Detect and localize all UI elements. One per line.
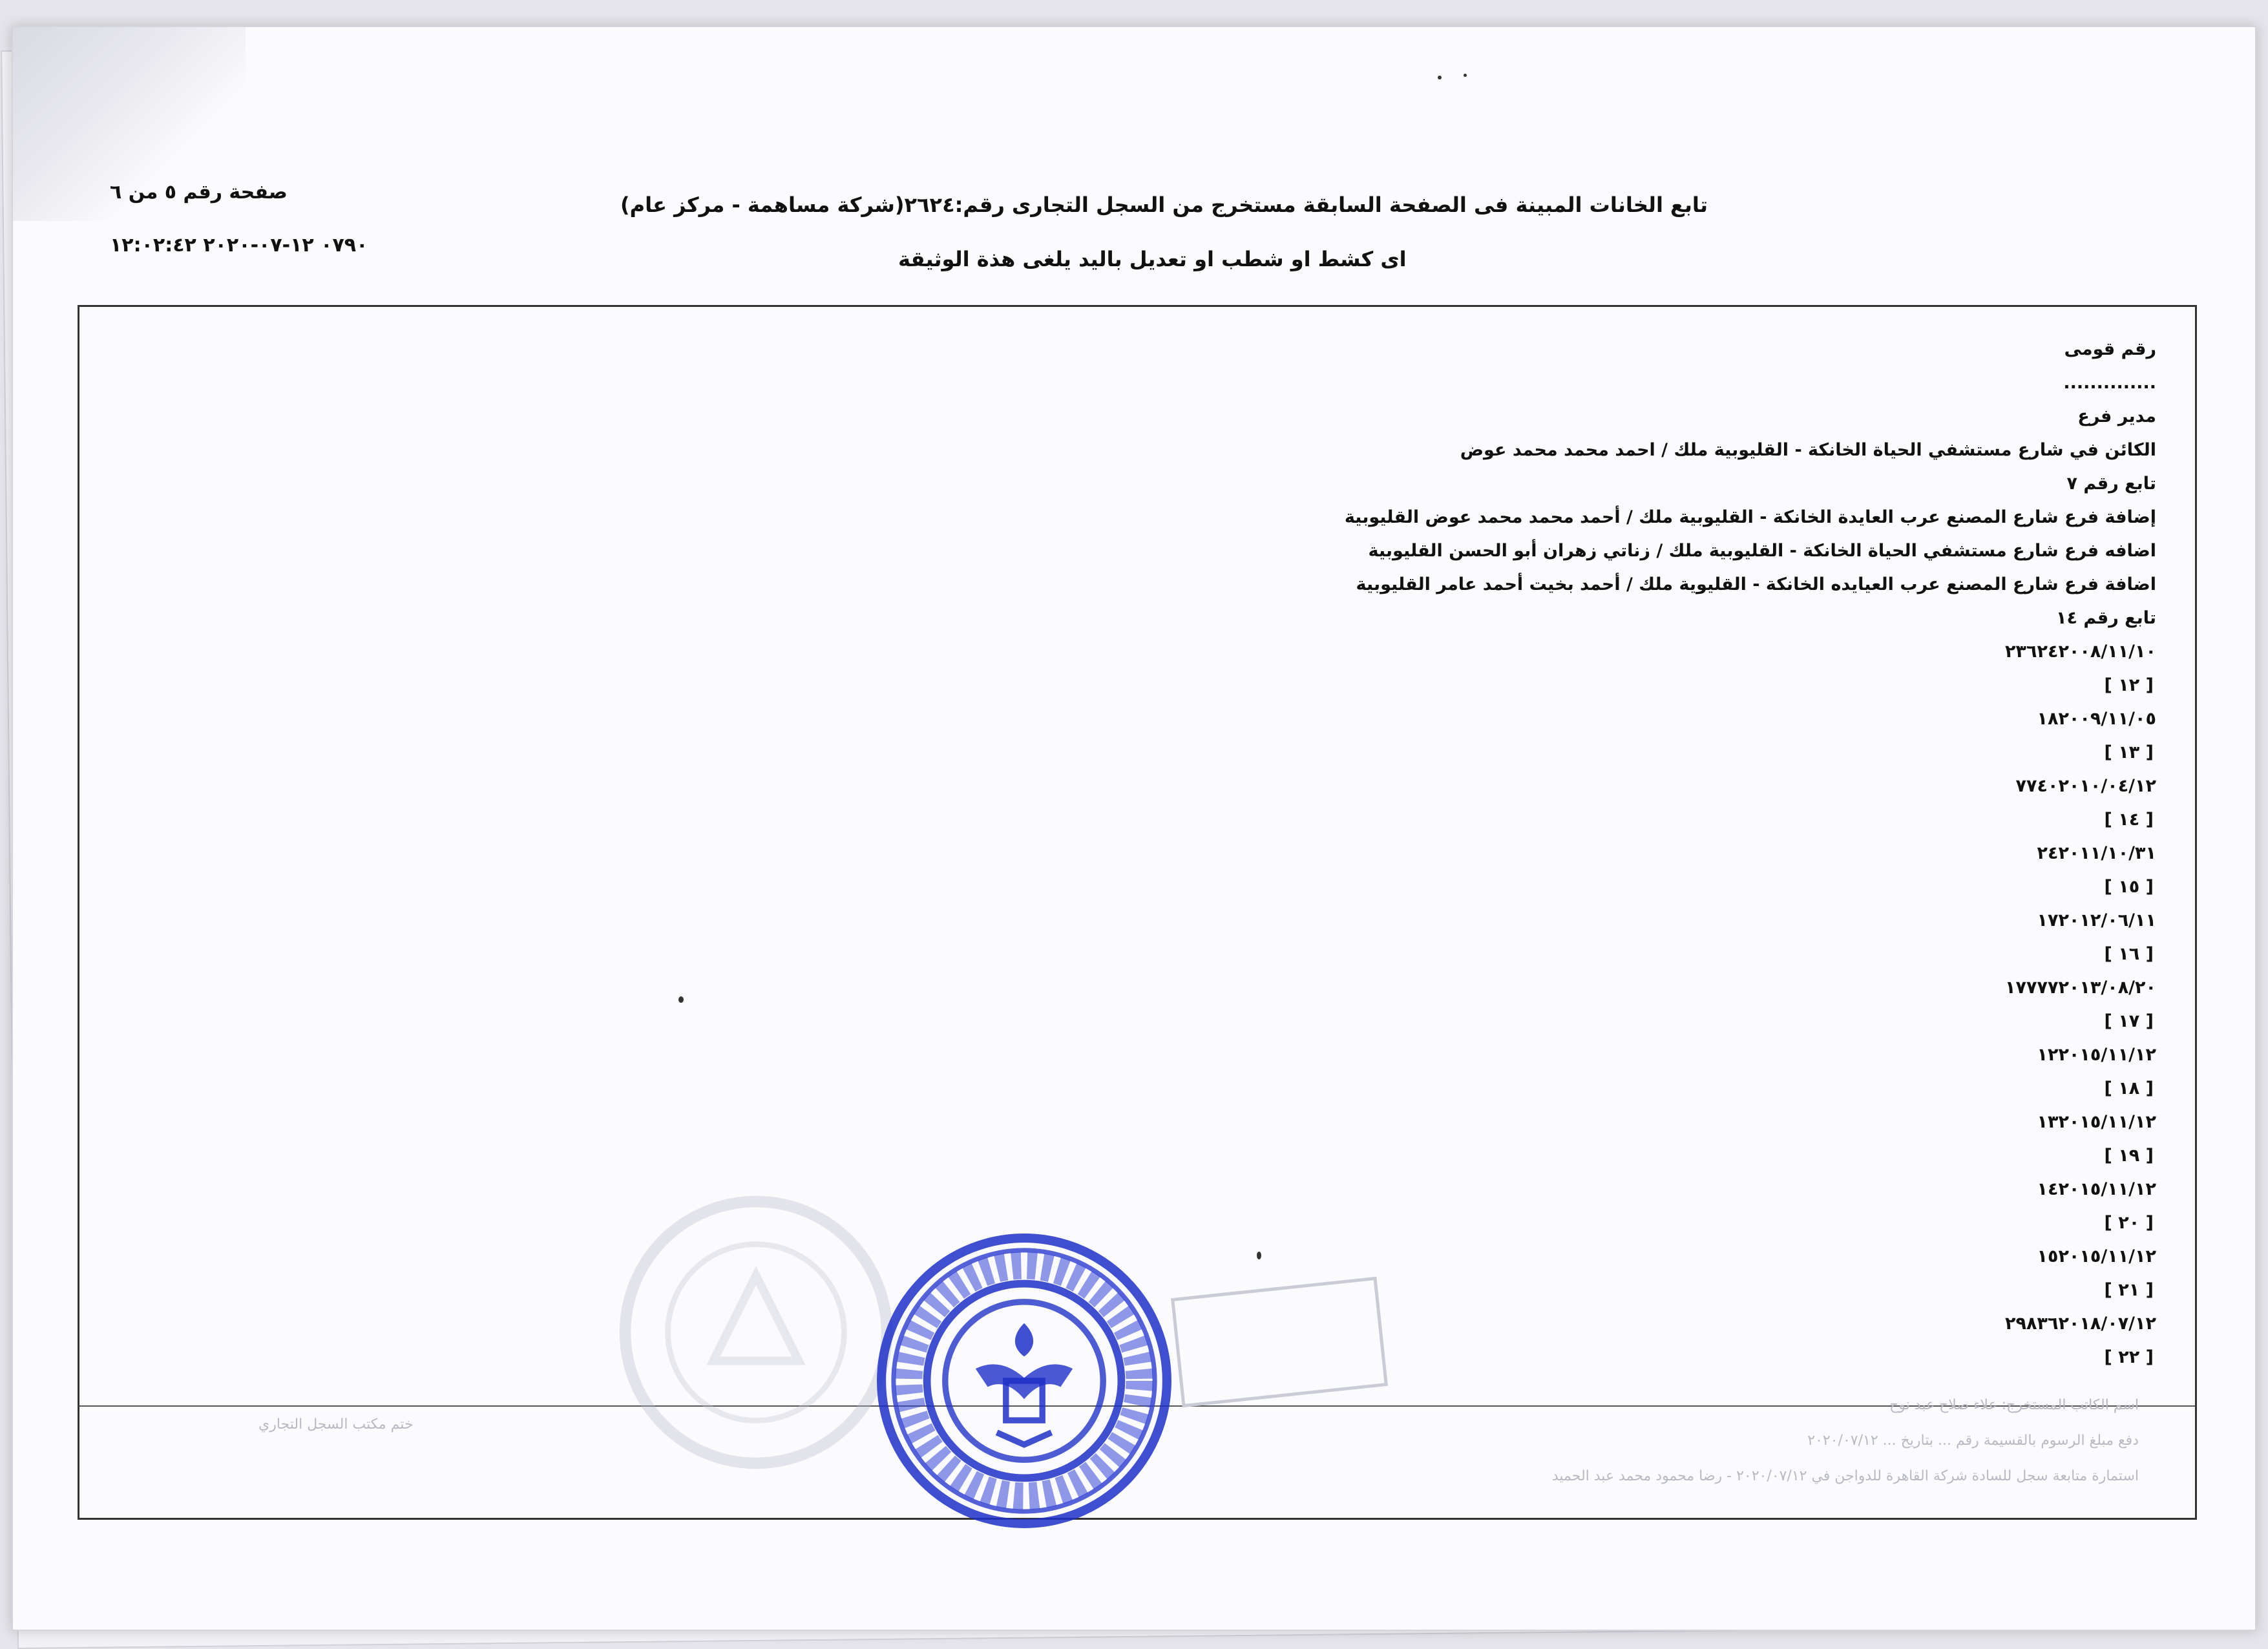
ink-speck: [1257, 1252, 1261, 1259]
registration-date: ٢٠١٣/٠٨/٢٠: [2058, 978, 2156, 998]
registration-entry: [476, 837, 2156, 870]
official-seal-icon: [872, 1229, 1176, 1533]
registration-entry: [476, 1038, 2156, 1072]
registration-index: [ ٢٠ ]: [2104, 1213, 2154, 1233]
ink-speck: [1438, 76, 1442, 79]
national-id-label: رقم قومى: [2064, 339, 2156, 359]
ghost-seal-impression: [614, 1190, 898, 1475]
address-line: الكائن في شارع مستشفي الحياة الخانكة - القليوبية ملك / احمد محمد محمد عوض: [1460, 440, 2156, 460]
branch-entry: اضافة فرع شارع المصنع عرب العيايده الخانكة - القليوية ملك / أحمد بخيت أحمد عامر القليوبية: [1356, 574, 2156, 594]
registration-number: ١٤: [2037, 1179, 2059, 1199]
registration-index: [ ١٦ ]: [2104, 944, 2154, 964]
national-id-value: ..............: [2063, 373, 2156, 393]
registration-entry: [476, 904, 2156, 938]
ink-speck: [678, 996, 684, 1003]
registration-index: [ ١٣ ]: [2104, 742, 2154, 762]
registration-number: ١٢: [2037, 1045, 2059, 1065]
document-page: [12, 26, 2256, 1631]
registration-number: ١٧٧٧٧: [2005, 978, 2059, 998]
follow-7-label: تابع رقم ٧: [2066, 474, 2156, 494]
registration-index: [ ٢١ ]: [2104, 1280, 2154, 1300]
registration-date: ٢٠١٠/٠٤/١٢: [2058, 776, 2156, 796]
registration-entry: [476, 635, 2156, 669]
registration-number: ١٥: [2037, 1246, 2059, 1266]
footer-faint-line: اسم الكاتب المستخرج: علاء صلاح عبد نوح: [1889, 1397, 2139, 1413]
footer-faint-line: دفع مبلغ الرسوم بالقسيمة رقم ... بتاريخ ... ٢٠٢٠/٠٧/١٢: [1807, 1433, 2139, 1449]
registration-entry: [476, 770, 2156, 803]
registration-index: [ ١٧ ]: [2104, 1011, 2154, 1031]
registration-number: ٢٩٨٣٦: [2005, 1314, 2059, 1334]
registration-date: ٢٠١٥/١١/١٢: [2058, 1112, 2156, 1132]
branch-entry: اضافه فرع شارع مستشفي الحياة الخانكة - القليوبية ملك / زناتي زهران أبو الحسن القليوبية: [1368, 541, 2156, 561]
registration-entry: [476, 702, 2156, 736]
registration-number: ١٣: [2037, 1112, 2059, 1132]
registration-date: ٢٠١١/١٠/٣١: [2058, 843, 2156, 863]
document-warning: اى كشط او شطب او تعديل باليد يلغى هذة الوثيقة: [898, 247, 1407, 271]
ink-speck: [1464, 74, 1467, 77]
registration-index: [ ١٢ ]: [2104, 675, 2154, 695]
print-timestamp: ٠٧٩٠ ١٢-٠٧-٢٠٢٠ ١٢:٠٢:٤٢: [110, 234, 368, 257]
registration-index: [ ١٨ ]: [2104, 1078, 2154, 1098]
ghost-stamp-box: [1171, 1277, 1388, 1408]
registration-date: ٢٠١٥/١١/١٢: [2058, 1179, 2156, 1199]
registration-number: ١٧: [2037, 910, 2059, 930]
registration-number: ٢٣٦٢٤: [2005, 642, 2059, 662]
registration-index: [ ٢٢ ]: [2104, 1347, 2154, 1367]
registration-entry: [476, 971, 2156, 1005]
registration-date: ٢٠١٨/٠٧/١٢: [2058, 1314, 2156, 1334]
registration-date: ٢٠٠٩/١١/٠٥: [2058, 709, 2156, 729]
registration-number: ٧٧٤٠: [2015, 776, 2059, 796]
registration-index: [ ١٤ ]: [2104, 810, 2154, 830]
footer-faint-left: ختم مكتب السجل التجاري: [258, 1416, 414, 1433]
registration-index: [ ١٩ ]: [2104, 1146, 2154, 1166]
registration-entry: [476, 1106, 2156, 1139]
follow-14-label: تابع رقم ١٤: [2055, 608, 2156, 628]
footer-faint-line: استمارة متابعة سجل للسادة شركة القاهرة للدواجن في ٢٠٢٠/٠٧/١٢ - رضا محمود محمد عبد الحميد: [1551, 1468, 2139, 1484]
registration-date: ٢٠١٥/١١/١٢: [2058, 1045, 2156, 1065]
branch-entry: إضافة فرع شارع المصنع عرب العايدة الخانكة - القليوبية ملك / أحمد محمد محمد عوض القليوبية: [1344, 507, 2156, 527]
registration-number: ١٨: [2037, 709, 2059, 729]
registration-number: ٢٤: [2037, 843, 2059, 863]
role-label: مدير فرع: [2077, 406, 2156, 426]
page-number: صفحة رقم ٥ من ٦: [110, 181, 288, 204]
registration-date: ٢٠١٥/١١/١٢: [2058, 1246, 2156, 1266]
registration-date: ٢٠١٢/٠٦/١١: [2058, 910, 2156, 930]
registration-date: ٢٠٠٨/١١/١٠: [2058, 642, 2156, 662]
document-title: تابع الخانات المبينة فى الصفحة السابقة مستخرج من السجل التجارى رقم:٢٦٢٤(شركة مساهمة - مركز عام): [620, 193, 1708, 217]
registration-index: [ ١٥ ]: [2104, 877, 2154, 897]
